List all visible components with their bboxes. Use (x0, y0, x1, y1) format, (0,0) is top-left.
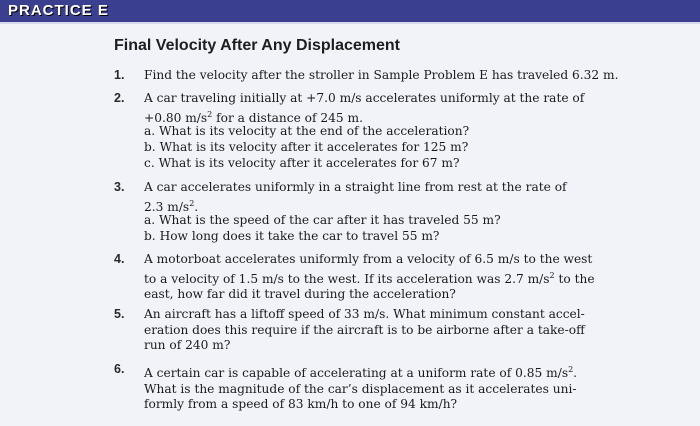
problem-number: 4. (114, 252, 125, 266)
sub-question: a. What is the speed of the car after it has traveled 55 m? (144, 213, 501, 227)
sub-question: b. What is its velocity after it accelerates for 125 m? (144, 140, 469, 154)
header-bar (0, 0, 700, 24)
section-label: PRACTICE E (8, 2, 109, 19)
sub-question: a. What is its velocity at the end of the acceleration? (144, 124, 470, 138)
problem-number: 2. (114, 91, 125, 105)
problem-text: An aircraft has a liftoff speed of 33 m/s. What minimum constant accel- eration does this require if the aircraft is to be airborne after a take-off run of 240 m? (144, 307, 585, 353)
problem-number: 6. (114, 362, 125, 376)
problem-text: Find the velocity after the stroller in Sample Problem E has traveled 6.32 m. (144, 68, 619, 82)
sub-question: b. How long does it take the car to travel 55 m? (144, 229, 440, 243)
problem-text: A car accelerates uniformly in a straight line from rest at the rate of 2.3 $m/s^2$. (144, 180, 567, 214)
section-title: Final Velocity After Any Displacement (114, 37, 401, 54)
problem-text: A certain car is capable of accelerating at a uniform rate of 0.85 $m/s^2$. What is the magnitude of the car’s displacement as it accelerates uni- formly from a speed of 83 km/h to one of 94 km/h? (144, 365, 578, 412)
problem-number: 5. (114, 307, 125, 321)
problem-text: A car traveling initially at +7.0 m/s accelerates uniformly at the rate of +0.80 $m/s^2$ for a distance of 245 m. (144, 91, 585, 125)
sub-question: c. What is its velocity after it accelerates for 67 m? (144, 156, 460, 170)
problem-number: 3. (114, 180, 125, 194)
problem-number: 1. (114, 68, 125, 82)
problem-text: A motorboat accelerates uniformly from a velocity of 6.5 m/s to the west to a velocity of 1.5 m/s to the west. If its acceleration was 2.7 $m/s^2$ to the east, how far did it travel during the acceleration? (144, 252, 595, 302)
